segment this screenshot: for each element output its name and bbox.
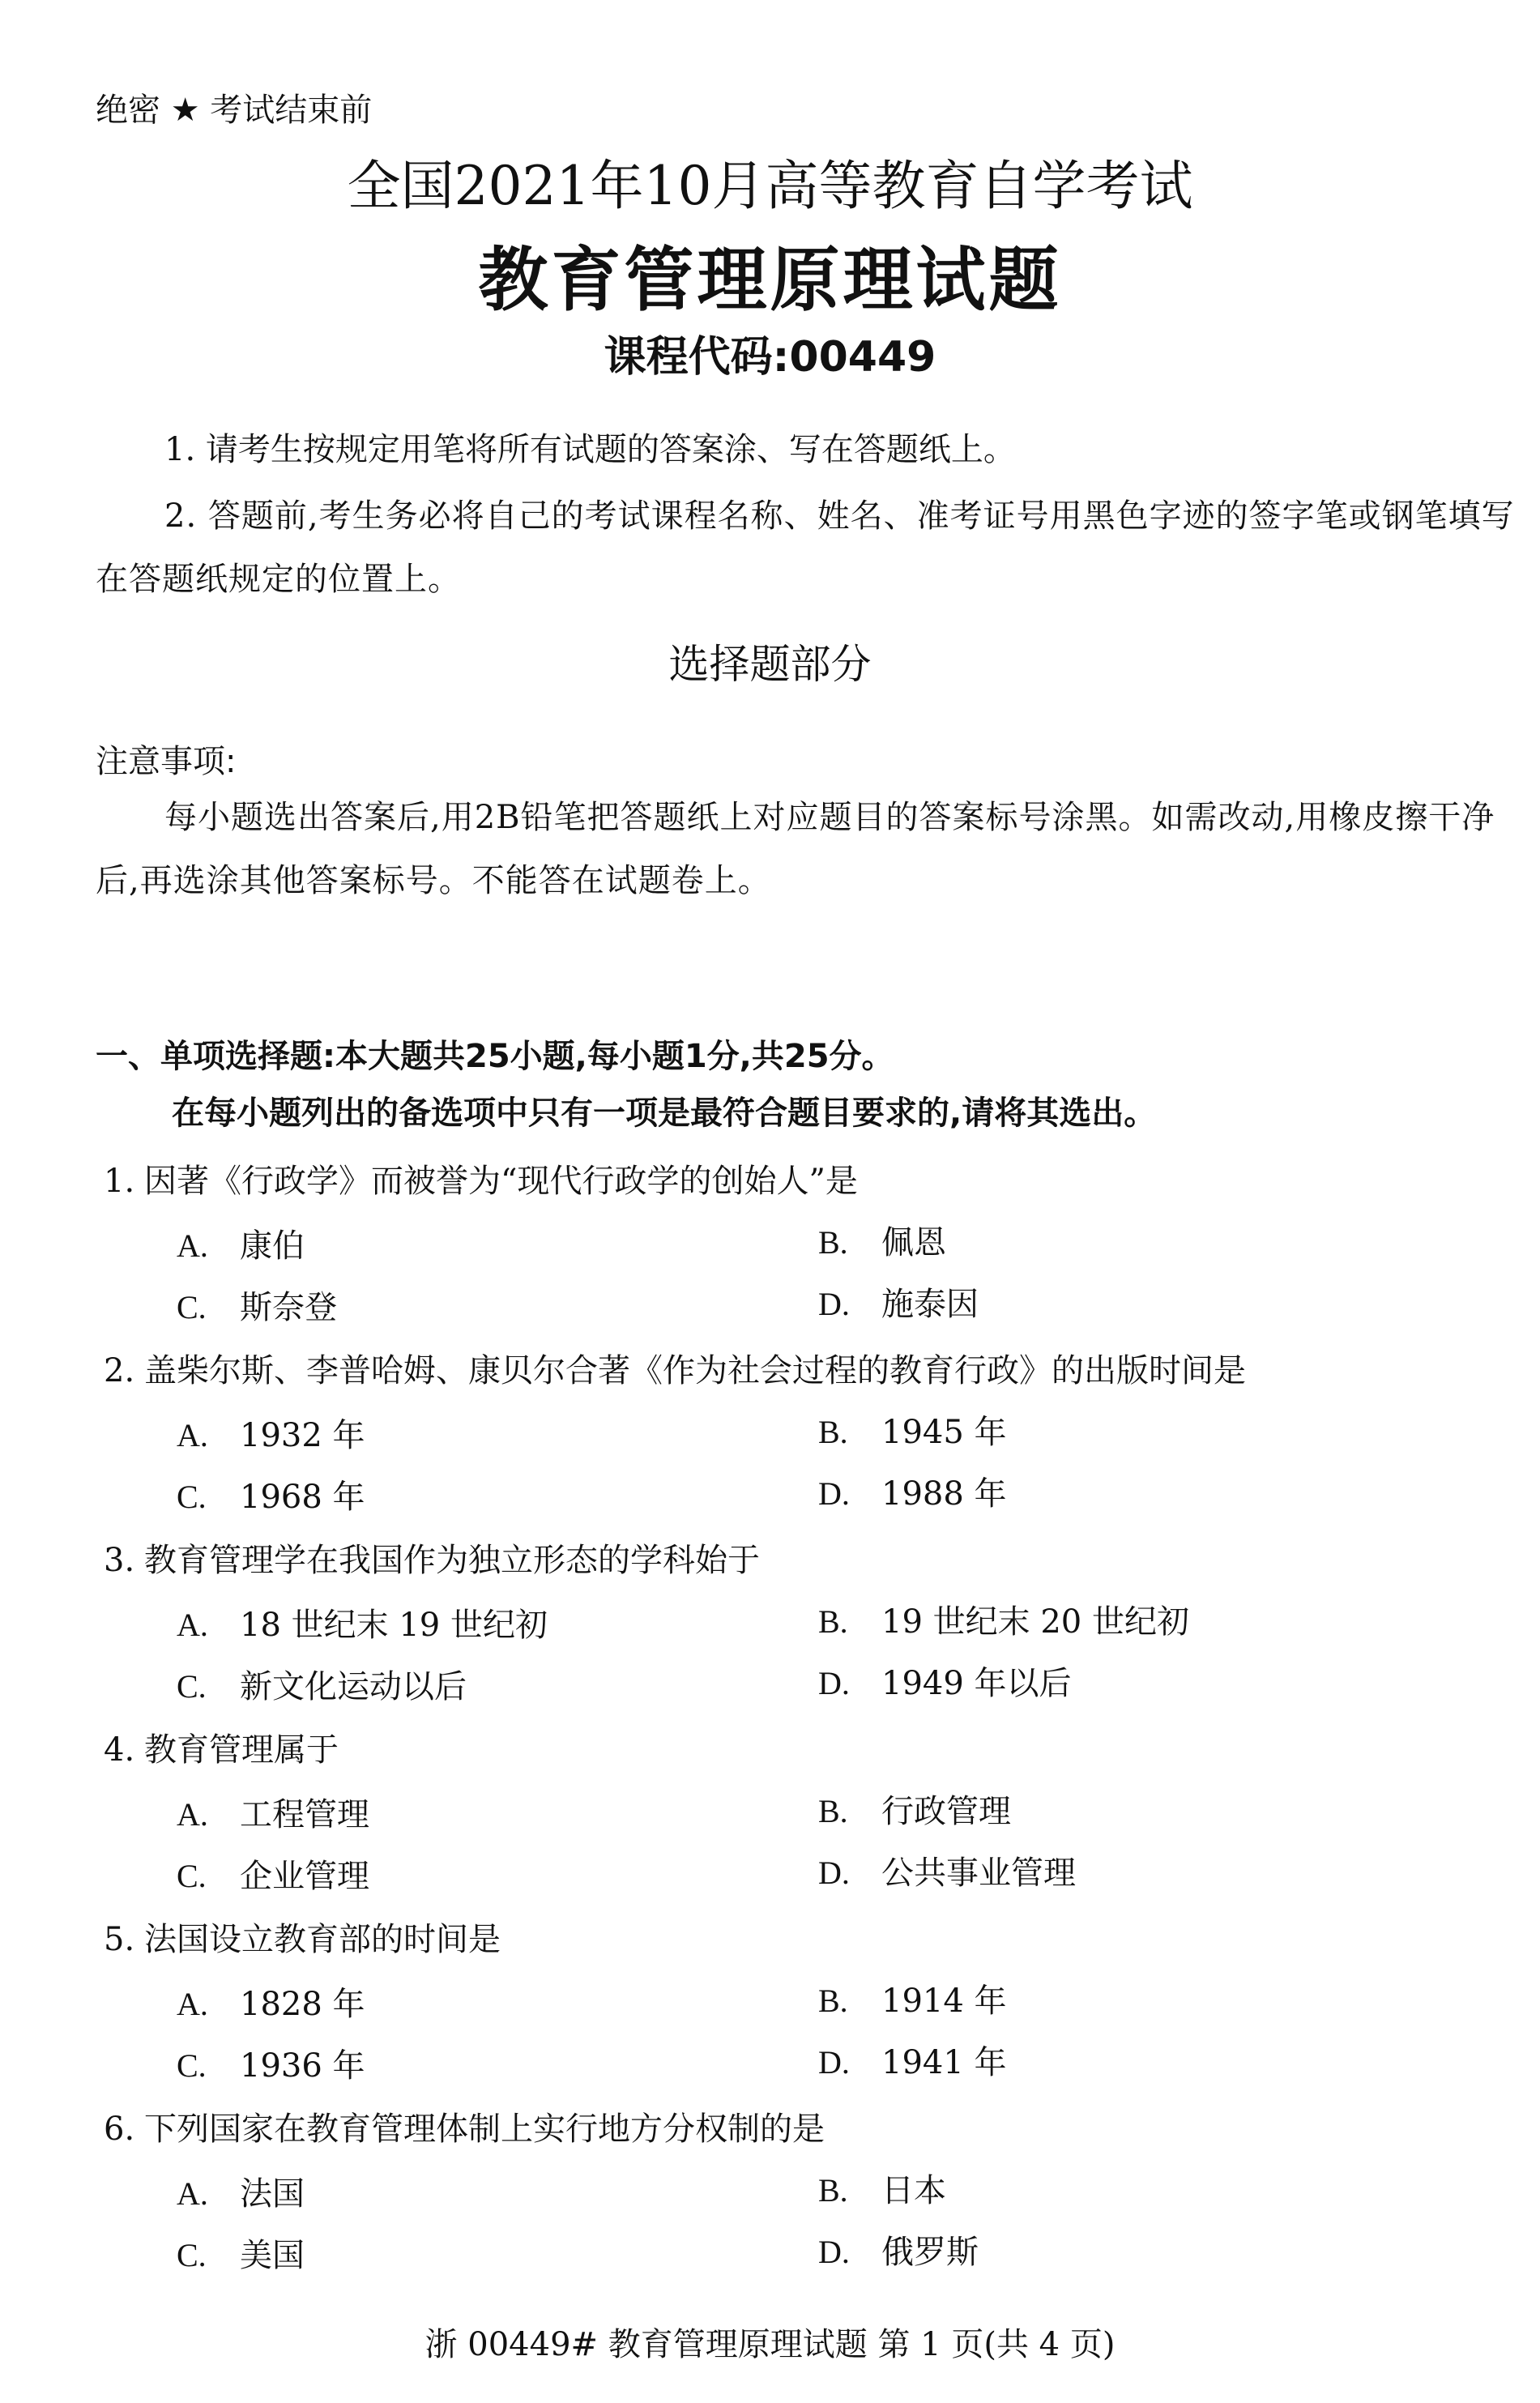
option-letter: D. (818, 1855, 850, 1891)
option-b (818, 2165, 946, 2211)
option-text: 康伯 (240, 1227, 305, 1265)
question-text: 法国设立教育部的时间是 (144, 1921, 501, 1958)
question-text: 盖柴尔斯、李普哈姆、康贝尔合著《作为社会过程的教育行政》的出版时间是 (144, 1352, 1246, 1389)
option-letter: A. (177, 2175, 208, 2212)
option-d (818, 2037, 1007, 2083)
option-c (177, 1471, 365, 1517)
secret-mark: 绝密 ★ 考试结束前 (96, 92, 373, 129)
option-d (818, 1278, 979, 1325)
option-b (818, 1596, 1189, 1642)
option-letter: D. (818, 1475, 850, 1512)
option-text: 1936 年 (240, 2047, 365, 2085)
question-2 (0, 1345, 1540, 1534)
option-d (818, 1658, 1072, 1704)
question-5 (0, 1914, 1540, 2103)
question-number: 5. (104, 1921, 135, 1958)
question-number: 3. (104, 1542, 135, 1579)
option-b (818, 1975, 1007, 2021)
option-d (818, 1468, 1007, 1514)
question-3 (0, 1534, 1540, 1724)
part-instruction: 在每小题列出的备选项中只有一项是最符合题目要求的,请将其选出。 (172, 1095, 1157, 1132)
course-code: 课程代码:00449 (604, 333, 936, 382)
question-text: 教育管理学在我国作为独立形态的学科始于 (144, 1542, 760, 1579)
notice-label: 注意事项: (96, 743, 237, 780)
option-a (177, 1789, 369, 1835)
option-letter: B. (818, 1793, 848, 1829)
option-a (177, 1220, 305, 1266)
option-b (818, 1406, 1007, 1453)
option-letter: C. (177, 1858, 207, 1894)
option-c (177, 1661, 467, 1707)
option-d (818, 1847, 1076, 1893)
option-a (177, 1599, 548, 1645)
question-number: 4. (104, 1731, 135, 1769)
question-number: 1. (104, 1163, 135, 1200)
question-number: 2. (104, 1352, 135, 1389)
instruction-1: 1. 请考生按规定用笔将所有试题的答案涂、写在答题纸上。 (164, 431, 1016, 468)
option-text: 佩恩 (881, 1224, 946, 1261)
option-text: 1828 年 (240, 1986, 365, 2023)
part-header: 一、单项选择题:本大题共25小题,每小题1分,共25分。 (96, 1038, 894, 1075)
option-d (818, 2226, 979, 2273)
option-letter: A. (177, 1227, 208, 1264)
option-text: 企业管理 (240, 1858, 369, 1895)
option-letter: D. (818, 1665, 850, 1701)
option-letter: C. (177, 2047, 207, 2084)
question-text: 教育管理属于 (144, 1731, 339, 1769)
option-letter: C. (177, 2237, 207, 2273)
option-letter: C. (177, 1289, 207, 1325)
option-letter: A. (177, 1796, 208, 1833)
option-text: 法国 (240, 2175, 305, 2213)
option-b (818, 1217, 946, 1263)
question-4 (0, 1724, 1540, 1914)
question-1 (0, 1155, 1540, 1345)
option-letter: A. (177, 1986, 208, 2022)
question-stem (104, 1724, 339, 1770)
option-c (177, 1282, 337, 1328)
option-letter: C. (177, 1479, 207, 1515)
option-text: 1941 年 (881, 2044, 1007, 2081)
option-c (177, 2230, 305, 2276)
question-stem (104, 1155, 858, 1202)
option-text: 1945 年 (881, 1414, 1007, 1451)
option-text: 斯奈登 (240, 1289, 337, 1326)
option-letter: B. (818, 1224, 848, 1261)
option-text: 18 世纪末 19 世纪初 (240, 1607, 548, 1644)
instruction-2: 2. 答题前,考生务必将自己的考试课程名称、姓名、准考证号用黑色字迹的签字笔或钢笔填写在答题纸规定的位置上。 (96, 497, 1515, 598)
option-a (177, 1978, 365, 2025)
question-stem (104, 1914, 501, 1960)
option-letter: A. (177, 1607, 208, 1643)
option-text: 1988 年 (881, 1475, 1007, 1513)
option-c (177, 2040, 365, 2086)
option-text: 1914 年 (881, 1983, 1007, 2020)
option-text: 日本 (881, 2172, 946, 2209)
option-a (177, 2168, 305, 2214)
question-6 (0, 2103, 1540, 2293)
option-b (818, 1786, 1011, 1832)
option-text: 工程管理 (240, 1796, 369, 1833)
exam-title: 全国2021年10月高等教育自学考试 (347, 155, 1193, 217)
option-text: 俄罗斯 (881, 2234, 979, 2271)
option-c (177, 1850, 369, 1897)
question-stem (104, 1534, 760, 1581)
option-text: 施泰因 (881, 1286, 979, 1323)
option-text: 新文化运动以后 (240, 1668, 467, 1705)
question-stem (104, 1345, 1246, 1391)
notice-body: 每小题选出答案后,用2B铅笔把答题纸上对应题目的答案标号涂黑。如需改动,用橡皮擦干净后,再选涂其他答案标号。不能答在试题卷上。 (96, 799, 1495, 899)
question-stem (104, 2103, 825, 2149)
option-text: 行政管理 (881, 1793, 1011, 1830)
option-letter: D. (818, 1286, 850, 1322)
page-footer: 浙 00449# 教育管理原理试题 第 1 页(共 4 页) (424, 2326, 1116, 2363)
option-text: 美国 (240, 2237, 305, 2274)
subject-title: 教育管理原理试题 (478, 240, 1062, 321)
question-list (0, 1155, 1540, 2293)
option-letter: D. (818, 2234, 850, 2270)
option-letter: D. (818, 2044, 850, 2081)
option-letter: B. (818, 1414, 848, 1450)
option-letter: C. (177, 1668, 207, 1705)
section-title: 选择题部分 (668, 641, 872, 688)
option-letter: A. (177, 1417, 208, 1453)
option-text: 1932 年 (240, 1417, 365, 1454)
option-letter: B. (818, 1983, 848, 2019)
question-text: 因著《行政学》而被誉为“现代行政学的创始人”是 (144, 1163, 858, 1200)
option-letter: B. (818, 1603, 848, 1640)
question-number: 6. (104, 2111, 135, 2148)
option-text: 1968 年 (240, 1479, 365, 1516)
option-text: 1949 年以后 (881, 1665, 1072, 1702)
option-letter: B. (818, 2172, 848, 2209)
option-text: 19 世纪末 20 世纪初 (881, 1603, 1189, 1641)
question-text: 下列国家在教育管理体制上实行地方分权制的是 (144, 2111, 825, 2148)
option-text: 公共事业管理 (881, 1855, 1076, 1892)
option-a (177, 1410, 365, 1456)
